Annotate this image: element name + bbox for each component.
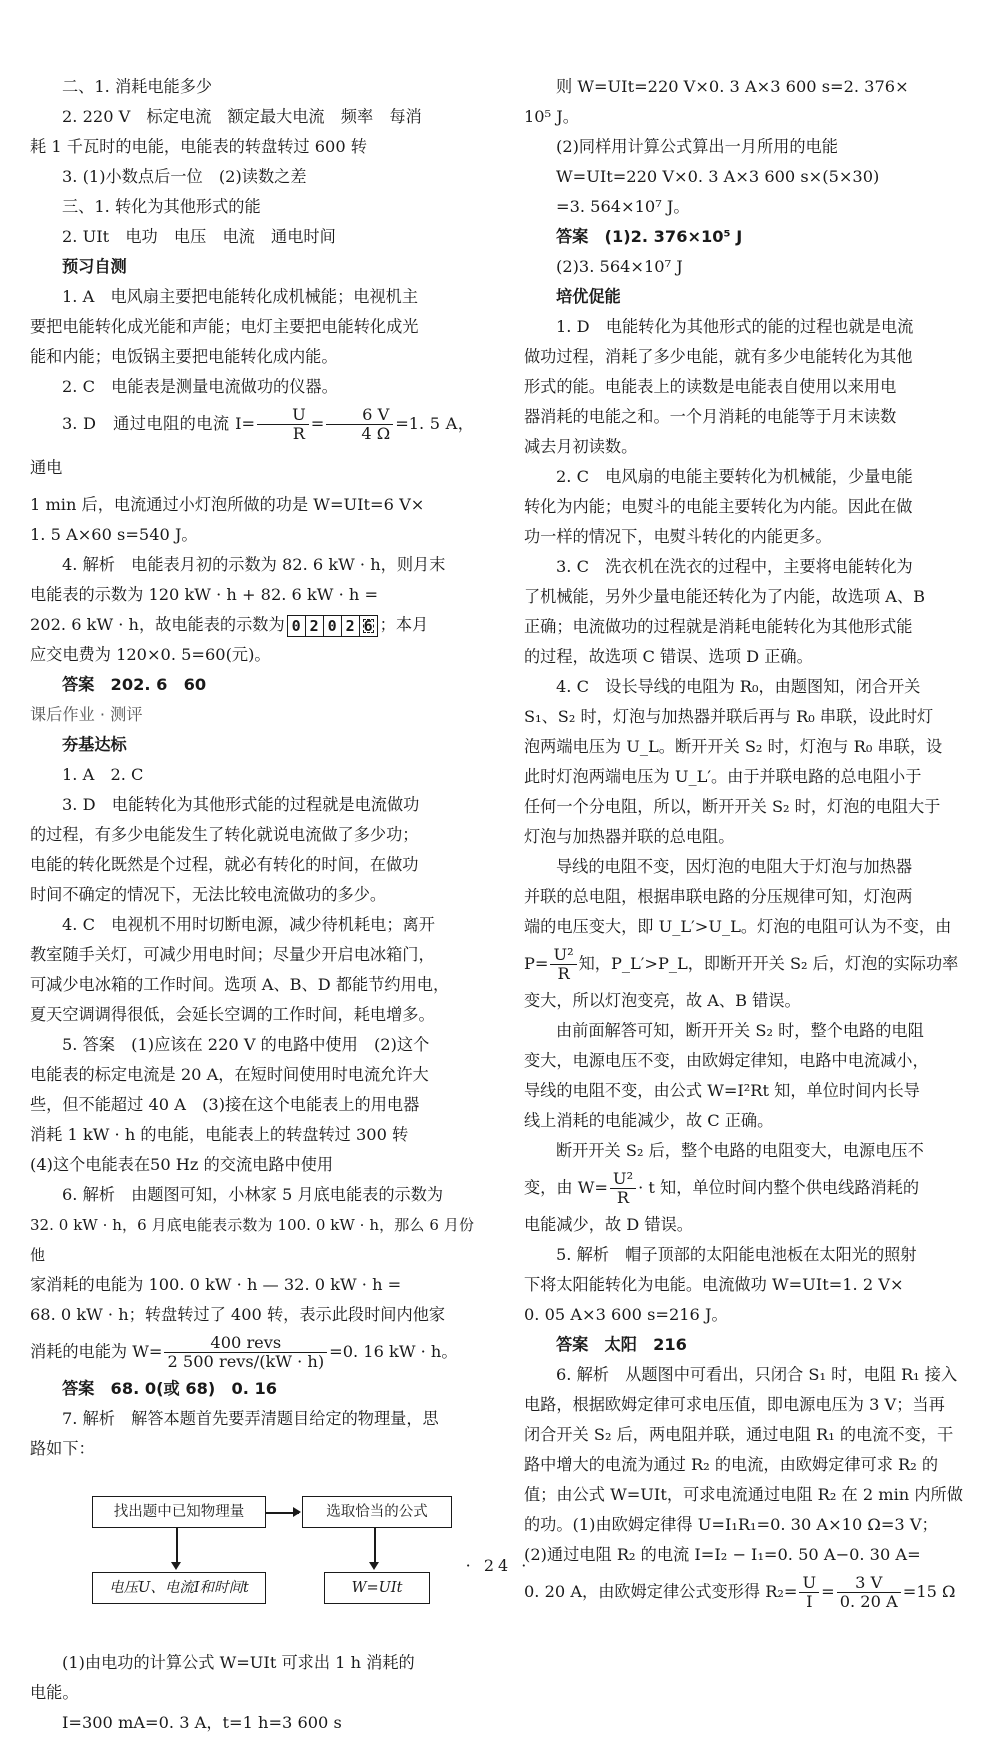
text-line: 导线的电阻不变，由公式 W=I²Rt 知，单位时间内长导 bbox=[524, 1081, 920, 1100]
answer-text: 答案 68. 0(或 68) 0. 16 bbox=[62, 1379, 278, 1398]
text-line: 端的电压变大，即 U_L′>U_L。灯泡的电阻可认为不变，由 bbox=[524, 917, 952, 936]
fraction bbox=[799, 1574, 819, 1611]
numerator: 400 revs bbox=[164, 1334, 327, 1353]
text-line: =3. 564×10⁷ J。 bbox=[556, 197, 690, 216]
text-line: 夏天空调调得很低，会延长空调的工作时间，耗电增多。 bbox=[30, 1005, 435, 1024]
formula-line bbox=[524, 1166, 970, 1210]
numerator: U bbox=[257, 406, 309, 425]
text-line: (1)由电功的计算公式 W=UIt 可求出 1 h 消耗的 bbox=[62, 1653, 415, 1672]
denominator: 0. 20 A bbox=[839, 1592, 898, 1611]
text-line: 泡两端电压为 U_L。断开开关 S₂ 时，灯泡与 R₀ 串联，设 bbox=[524, 737, 943, 756]
section-kehou-zuoye: 课后作业 · 测评 bbox=[30, 705, 143, 724]
text-line: 应交电费为 120×0. 5=60(元)。 bbox=[30, 645, 271, 664]
text-line: 任何一个分电阻，所以，断开开关 S₂ 时，灯泡的电阻大于 bbox=[524, 797, 941, 816]
answer-line bbox=[524, 1330, 970, 1360]
text-line: (2)通过电阻 R₂ 的电流 I=I₂ − I₁=0. 50 A−0. 30 A= bbox=[524, 1545, 921, 1564]
text-line: 减去月初读数。 bbox=[524, 437, 638, 456]
text-line: 10⁵ J。 bbox=[524, 107, 579, 126]
text-line: 6. 解析 从题图中可看出，只闭合 S₁ 时，电阻 R₁ 接入 bbox=[556, 1365, 958, 1384]
answer-text: 答案 太阳 216 bbox=[556, 1335, 687, 1354]
text-line: 做功过程，消耗了多少电能，就有多少电能转化为其他 bbox=[524, 347, 913, 366]
text-line: 68. 0 kW · h；转盘转过了 400 转，表示此段时间内他家 bbox=[30, 1305, 446, 1324]
text-line: 时间不确定的情况下，无法比较电流做功的多少。 bbox=[30, 885, 387, 904]
answer-line bbox=[30, 1374, 474, 1404]
text-line: 的过程，故选项 C 错误、选项 D 正确。 bbox=[524, 647, 813, 666]
text-line: 转化为内能；电熨斗的电能主要转化为内能。因此在做 bbox=[524, 497, 913, 516]
text-line: 电能减少，故 D 错误。 bbox=[524, 1215, 693, 1234]
denominator: R bbox=[557, 964, 570, 983]
text-fragment: 0. 20 A，由欧姆定律公式变形得 R₂= bbox=[524, 1582, 798, 1601]
text-fragment: =0. 16 kW · h。 bbox=[329, 1342, 458, 1361]
text-line: 2. UIt 电功 电压 电流 通电时间 bbox=[62, 227, 336, 246]
arrow-right-icon bbox=[293, 1507, 301, 1517]
text-fragment: =1. 5 A，通电 bbox=[30, 414, 474, 477]
meter-digit: 2 bbox=[306, 616, 324, 636]
text-line: 器消耗的电能之和。一个月消耗的电能等于月末读数 bbox=[524, 407, 897, 426]
text-line: 1. A 2. C bbox=[62, 765, 144, 784]
meter-digit: 0 bbox=[288, 616, 306, 636]
text-line: 了机械能，另外少量电能还转化为了内能，故选项 A、B bbox=[524, 587, 926, 606]
text-line bbox=[30, 610, 474, 640]
denominator: R bbox=[292, 424, 305, 443]
meter-digit: 2 bbox=[342, 616, 360, 636]
text-line: 家消耗的电能为 100. 0 kW · h — 32. 0 kW · h = bbox=[30, 1275, 402, 1294]
text-fragment: 消耗的电能为 W= bbox=[30, 1342, 163, 1361]
text-line: 可减少电冰箱的工作时间。选项 A、B、D 都能节约用电， bbox=[30, 975, 450, 994]
text-fragment: 知，P_L′>P_L，即断开开关 S₂ 后，灯泡的实际功率 bbox=[578, 954, 959, 973]
text-line: (4)这个电能表在50 Hz 的交流电路中使用 bbox=[30, 1155, 334, 1174]
fraction bbox=[257, 406, 309, 443]
left-column bbox=[30, 72, 474, 1738]
text-fragment: = bbox=[310, 414, 325, 433]
formula-line bbox=[30, 1330, 474, 1374]
heading-peiyou-cuneng: 培优促能 bbox=[556, 287, 621, 306]
text-line: I=300 mA=0. 3 A，t=1 h=3 600 s bbox=[62, 1713, 342, 1732]
flow-box-voltage-current-time: 电压U、电流I和时间t bbox=[92, 1572, 266, 1604]
fraction bbox=[550, 946, 576, 983]
numerator: U² bbox=[550, 946, 576, 965]
text-line: 变大，所以灯泡变亮，故 A、B 错误。 bbox=[524, 991, 801, 1010]
text-line: 32. 0 kW · h，6 月底电能表示数为 100. 0 kW · h，那么 6 月份他 bbox=[30, 1216, 474, 1264]
text-line: 2. C 电能表是测量电流做功的仪器。 bbox=[62, 377, 338, 396]
text-line: S₁、S₂ 时，灯泡与加热器并联后再与 R₀ 串联，设此时灯 bbox=[524, 707, 934, 726]
text-line: 要把电能转化成光能和声能；电灯主要把电能转化成光 bbox=[30, 317, 419, 336]
fraction bbox=[326, 406, 393, 443]
fraction bbox=[837, 1574, 901, 1611]
text-line: 导线的电阻不变，因灯泡的电阻大于灯泡与加热器 bbox=[556, 857, 913, 876]
text-line: 消耗 1 kW · h 的电能，电能表上的转盘转过 300 转 bbox=[30, 1125, 409, 1144]
text-line: 形式的能。电能表上的读数是电能表自使用以来用电 bbox=[524, 377, 897, 396]
flow-box-known-quantities: 找出题中已知物理量 bbox=[92, 1496, 266, 1528]
text-line: 能和内能；电饭锅主要把电能转化成内能。 bbox=[30, 347, 338, 366]
answer-text: 答案 202. 6 60 bbox=[62, 675, 207, 694]
text-line: 1 min 后，电流通过小灯泡所做的功是 W=UIt=6 V× bbox=[30, 495, 425, 514]
answer-line bbox=[524, 222, 970, 252]
text-line: 3. C 洗衣机在洗衣的过程中，主要将电能转化为 bbox=[556, 557, 913, 576]
text-line: 灯泡与加热器并联的总电阻。 bbox=[524, 827, 735, 846]
text-line: 电路，根据欧姆定律可求电压值，即电源电压为 3 V；当再 bbox=[524, 1395, 945, 1414]
text-line: 0. 05 A×3 600 s=216 J。 bbox=[524, 1305, 728, 1324]
text-line: 4. 解析 电能表月初的示数为 82. 6 kW · h，则月末 bbox=[62, 555, 446, 574]
text-line: 2. C 电风扇的电能主要转化为机械能，少量电能 bbox=[556, 467, 913, 486]
formula-line bbox=[524, 1570, 970, 1614]
text-fragment: 202. 6 kW · h，故电能表的示数为 bbox=[30, 615, 285, 634]
text-line: 电能的转化既然是个过程，就必有转化的时间，在做功 bbox=[30, 855, 419, 874]
numerator: U bbox=[799, 1574, 819, 1593]
text-fragment: · t 知，单位时间内整个供电线路消耗的 bbox=[638, 1178, 920, 1197]
text-line: 的过程，有多少电能发生了转化就说电流做了多少功； bbox=[30, 825, 419, 844]
text-fragment: ；本月 bbox=[379, 615, 429, 634]
fraction bbox=[164, 1334, 327, 1371]
meter-digits bbox=[287, 615, 378, 637]
meter-digit: 6 bbox=[360, 616, 377, 636]
page-number: · 24 · bbox=[465, 1556, 531, 1575]
text-fragment: 3. D 通过电阻的电流 I= bbox=[62, 414, 256, 433]
numerator: 3 V bbox=[837, 1574, 901, 1593]
text-line: 3. D 电能转化为其他形式能的过程就是电流做功 bbox=[62, 795, 420, 814]
text-line: 电能表的示数为 120 kW · h + 82. 6 kW · h = bbox=[30, 585, 379, 604]
formula-line bbox=[524, 942, 970, 986]
text-line: 由前面解答可知，断开开关 S₂ 时，整个电路的电阻 bbox=[556, 1021, 924, 1040]
text-fragment: = bbox=[821, 1582, 835, 1601]
text-line: 2. 220 V 标定电流 额定最大电流 频率 每消 bbox=[62, 107, 422, 126]
text-line: 7. 解析 解答本题首先要弄清题目给定的物理量，思 bbox=[62, 1409, 439, 1428]
text-line: 电能。 bbox=[30, 1683, 79, 1702]
denominator: 2 500 revs/(kW · h) bbox=[167, 1352, 325, 1371]
right-column bbox=[524, 72, 970, 1614]
text-line: 1. A 电风扇主要把电能转化成机械能；电视机主 bbox=[62, 287, 419, 306]
text-line: 三、1. 转化为其他形式的能 bbox=[62, 197, 261, 216]
fraction bbox=[610, 1170, 636, 1207]
denominator: I bbox=[806, 1592, 813, 1611]
text-line: (2)同样用计算公式算出一月所用的电能 bbox=[556, 137, 838, 156]
denominator: 4 Ω bbox=[361, 424, 391, 443]
meter-digit: 0 bbox=[324, 616, 342, 636]
text-line: 正确；电流做功的过程就是消耗电能转化为其他形式能 bbox=[524, 617, 913, 636]
text-line: 5. 解析 帽子顶部的太阳能电池板在太阳光的照射 bbox=[556, 1245, 917, 1264]
text-line: W=UIt=220 V×0. 3 A×3 600 s×(5×30) bbox=[556, 167, 880, 186]
text-line: 则 W=UIt=220 V×0. 3 A×3 600 s=2. 376× bbox=[556, 77, 909, 96]
text-line: 1. 5 A×60 s=540 J。 bbox=[30, 525, 198, 544]
numerator: 6 V bbox=[326, 406, 393, 425]
flow-box-formula: W=UIt bbox=[324, 1572, 430, 1604]
text-line: 断开开关 S₂ 后，整个电路的电阻变大，电源电压不 bbox=[556, 1141, 924, 1160]
text-line: 功一样的情况下，电熨斗转化的内能更多。 bbox=[524, 527, 832, 546]
heading-yuxi-zice: 预习自测 bbox=[62, 257, 127, 276]
text-line: (2)3. 564×10⁷ J bbox=[556, 257, 683, 276]
text-line: 路如下： bbox=[30, 1439, 95, 1458]
text-line: 1. D 电能转化为其他形式的能的过程也就是电流 bbox=[556, 317, 914, 336]
answer-line bbox=[30, 670, 474, 700]
text-line: 4. C 设长导线的电阻为 R₀，由题图知，闭合开关 bbox=[556, 677, 921, 696]
text-line: 3. (1)小数点后一位 (2)读数之差 bbox=[62, 167, 307, 186]
text-line: 耗 1 千瓦时的电能，电能表的转盘转过 600 转 bbox=[30, 137, 367, 156]
answer-text: 答案 (1)2. 376×10⁵ J bbox=[556, 227, 743, 246]
text-line: 电能表的标定电流是 20 A，在短时间使用时电流允许大 bbox=[30, 1065, 429, 1084]
text-fragment: 变，由 W= bbox=[524, 1178, 608, 1197]
text-line: 并联的总电阻，根据串联电路的分压规律可知，灯泡两 bbox=[524, 887, 913, 906]
denominator: R bbox=[616, 1188, 630, 1207]
text-line: 二、1. 消耗电能多少 bbox=[62, 77, 213, 96]
text-line: 4. C 电视机不用时切断电源，减少待机耗电；离开 bbox=[62, 915, 435, 934]
text-line: 闭合开关 S₂ 后，两电阻并联，通过电阻 R₁ 的电流不变，干 bbox=[524, 1425, 954, 1444]
text-line: 6. 解析 由题图可知，小林家 5 月底电能表的示数为 bbox=[62, 1185, 444, 1204]
text-line: 下将太阳能转化为电能。电流做功 W=UIt=1. 2 V× bbox=[524, 1275, 904, 1294]
text-line: 教室随手关灯，可减少用电时间；尽量少开启电冰箱门， bbox=[30, 945, 435, 964]
text-line: 值；由公式 W=UIt，可求电流通过电阻 R₂ 在 2 min 内所做 bbox=[524, 1485, 963, 1504]
text-line: 此时灯泡两端电压为 U_L′。由于并联电路的总电阻小于 bbox=[524, 767, 922, 786]
text-line: 些，但不能超过 40 A (3)接在这个电能表上的用电器 bbox=[30, 1095, 420, 1114]
text-line: 的功。(1)由欧姆定律得 U=I₁R₁=0. 30 A×10 Ω=3 V； bbox=[524, 1515, 938, 1534]
text-fragment: =15 Ω bbox=[902, 1582, 956, 1601]
text-line: 5. 答案 (1)应该在 220 V 的电路中使用 (2)这个 bbox=[62, 1035, 430, 1054]
text-line: 变大，电源电压不变，由欧姆定律知，电路中电流减小， bbox=[524, 1051, 929, 1070]
flow-box-choose-formula: 选取恰当的公式 bbox=[302, 1496, 452, 1528]
text-line: 路中增大的电流为通过 R₂ 的电流，由欧姆定律可求 R₂ 的 bbox=[524, 1455, 939, 1474]
numerator: U² bbox=[610, 1170, 636, 1189]
text-fragment: P= bbox=[524, 954, 549, 973]
heading-hangji-dabiao: 夯基达标 bbox=[62, 735, 127, 754]
formula-line bbox=[30, 402, 474, 490]
text-line: 线上消耗的电能减少，故 C 正确。 bbox=[524, 1111, 774, 1130]
